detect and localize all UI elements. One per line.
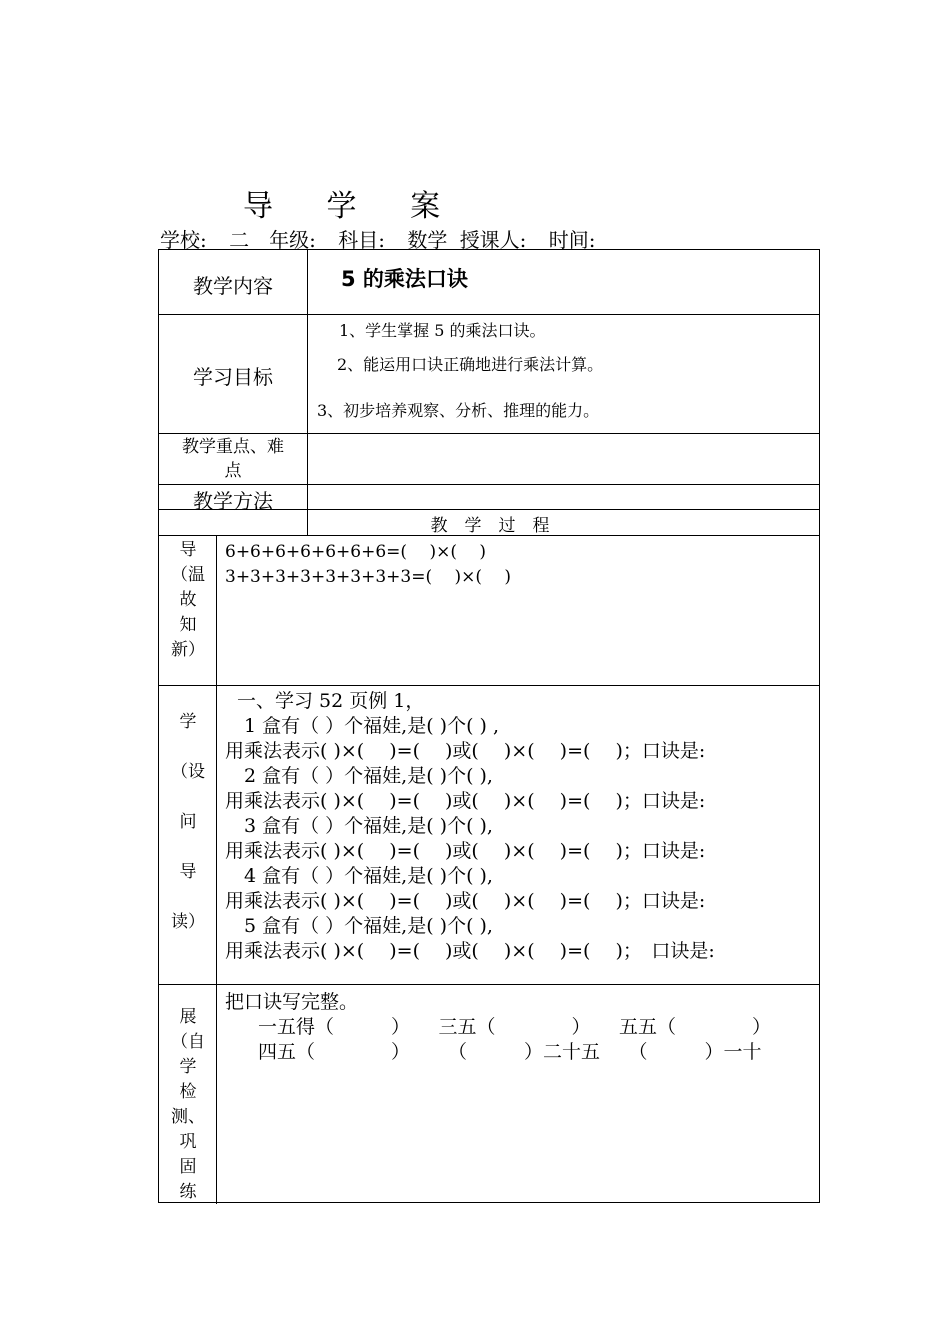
label-char: 导 (179, 862, 197, 882)
content-value: 5 的乘法口诀 (341, 267, 468, 291)
key-points-label-line1: 教学重点、难 (182, 437, 284, 457)
goal-item: 2、能运用口诀正确地进行乘法计算。 (337, 355, 604, 374)
column-divider (307, 250, 308, 535)
row-divider (159, 314, 819, 315)
process-label: 教 学 过 程 (430, 516, 550, 536)
label-char: 知 (179, 615, 197, 635)
school-label: 学校: (160, 228, 207, 252)
label-char: 检 (179, 1082, 197, 1102)
review-line: 3+3+3+3+3+3+3+3=( )×( ) (225, 567, 512, 587)
label-char: （温 (171, 565, 205, 585)
review-line: 6+6+6+6+6+6+6=( )×( ) (225, 542, 487, 562)
study-line: 用乘法表示( )×( )=( )或( )×( )=( )；口诀是: (225, 890, 706, 912)
goals-label: 学习目标 (193, 365, 273, 389)
study-line: 2 盒有（ ）个福娃,是( )个( ), (225, 765, 493, 787)
study-line: 用乘法表示( )×( )=( )或( )×( )=( )； 口诀是: (225, 940, 715, 962)
goal-item: 1、学生掌握 5 的乘法口诀。 (339, 321, 546, 340)
label-char: 测、 (171, 1107, 205, 1127)
label-char: （自 (171, 1032, 205, 1052)
study-line: 用乘法表示( )×( )=( )或( )×( )=( )；口诀是: (225, 740, 706, 762)
xue-label (159, 710, 217, 935)
label-char: 读） (171, 912, 205, 932)
key-points-label (159, 435, 307, 483)
subject-value: 数学 (407, 228, 448, 252)
row-divider (159, 984, 819, 985)
label-char: 展 (179, 1007, 197, 1027)
study-line: 1 盒有（ ）个福娃,是( )个( ) , (225, 715, 500, 737)
label-char: 故 (179, 590, 197, 610)
content-label: 教学内容 (193, 274, 273, 298)
practice-line: 四五（ ） （ ）二十五 （ ）一十 (239, 1041, 762, 1063)
label-char: 固 (179, 1157, 197, 1177)
teacher-label: 授课人: (459, 228, 527, 252)
dao-label (159, 538, 217, 663)
zhan-label (159, 1005, 217, 1205)
study-line: 5 盒有（ ）个福娃,是( )个( ), (225, 915, 493, 937)
study-intro: 一、学习 52 页例 1， (237, 690, 425, 712)
label-char: 问 (179, 812, 197, 832)
row-divider (159, 433, 819, 434)
page-title: 导 学 案 (243, 189, 463, 224)
label-char (159, 735, 217, 760)
goal-item: 3、初步培养观察、分析、推理的能力。 (317, 401, 600, 420)
practice-line: 一五得（ ） 三五（ ） 五五（ ） (239, 1016, 772, 1038)
grade-label: 二 年级: (229, 228, 316, 252)
subject-label: 科目: (338, 228, 385, 252)
label-char: 导 (179, 540, 197, 560)
lesson-plan-table (158, 249, 820, 1203)
label-char: 学 (179, 712, 197, 732)
label-char (159, 835, 217, 860)
label-char: 新） (171, 640, 205, 660)
time-label: 时间: (548, 228, 596, 252)
study-line: 用乘法表示( )×( )=( )或( )×( )=( )；口诀是: (225, 790, 706, 812)
label-char (159, 785, 217, 810)
label-char: 巩 (179, 1132, 197, 1152)
key-points-label-line2: 点 (224, 461, 242, 481)
label-char: （设 (171, 762, 205, 782)
study-line: 3 盒有（ ）个福娃,是( )个( ), (225, 815, 493, 837)
study-line: 用乘法表示( )×( )=( )或( )×( )=( )；口诀是: (225, 840, 706, 862)
label-char: 学 (179, 1057, 197, 1077)
method-label: 教学方法 (193, 489, 273, 513)
practice-intro: 把口诀写完整。 (225, 991, 359, 1013)
label-char (159, 885, 217, 910)
study-line: 4 盒有（ ）个福娃,是( )个( ), (225, 865, 493, 887)
label-char: 练 (179, 1182, 197, 1202)
